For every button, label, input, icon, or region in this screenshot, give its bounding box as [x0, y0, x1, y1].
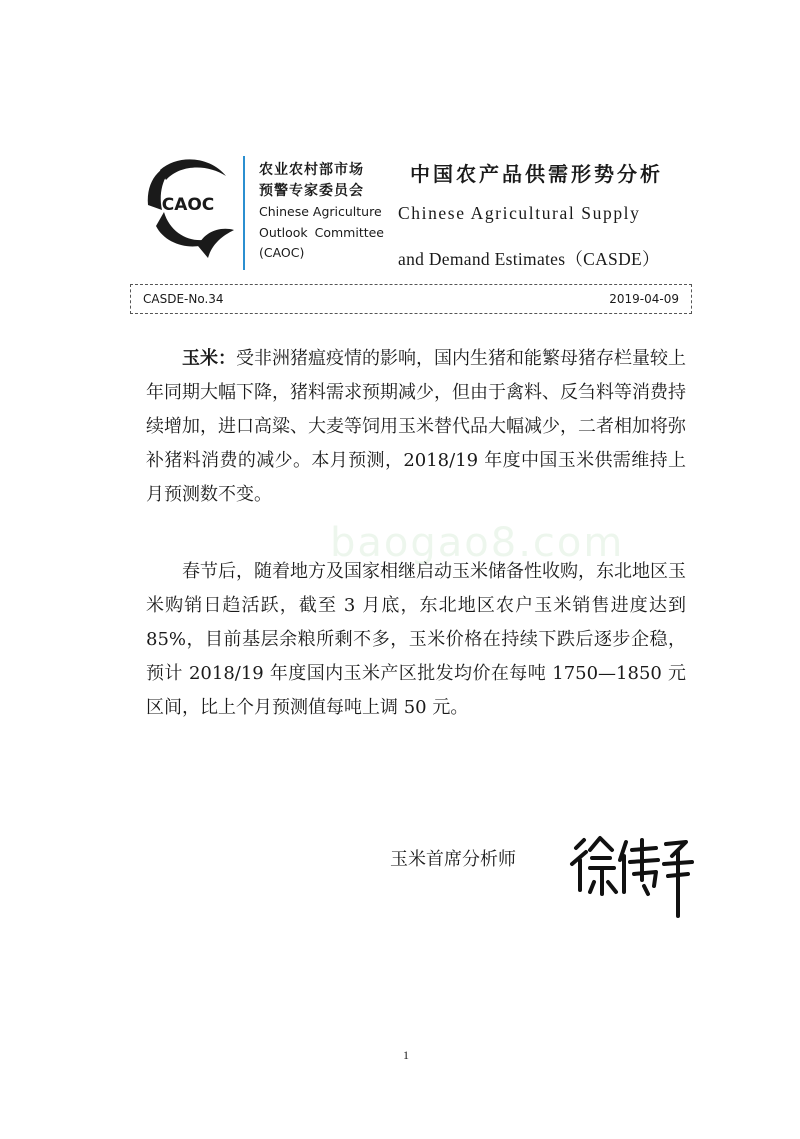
- org-name-cn-line2: 预警专家委员会: [259, 183, 364, 199]
- page-number: 1: [403, 1048, 409, 1062]
- paragraph-corn-price: [146, 555, 686, 725]
- caoc-logo: [138, 150, 238, 260]
- signer-title: 玉米首席分析师: [390, 849, 516, 870]
- report-title-cn: 中国农产品供需形势分析: [410, 162, 663, 186]
- paragraph-lead: 玉米：: [182, 348, 236, 369]
- org-name-en-line2: Outlook Committee: [259, 224, 384, 240]
- header-divider: [243, 156, 245, 270]
- report-number: CASDE-No.34: [143, 292, 224, 306]
- watermark: baogao8.com: [330, 520, 625, 566]
- organization-block: [259, 160, 384, 264]
- paragraph-corn-overview: [146, 342, 686, 512]
- logo-text: CAOC: [161, 195, 215, 215]
- org-name-en-line1: Chinese Agriculture: [259, 204, 382, 219]
- org-name-en-line3: (CAOC): [259, 245, 305, 260]
- report-title-en-line1: Chinese Agricultural Supply: [398, 203, 641, 223]
- handwritten-signature: [568, 830, 698, 920]
- report-id-bar: [130, 284, 692, 314]
- paragraph-text: 春节后，随着地方及国家相继启动玉米储备性收购，东北地区玉米购销日趋活跃，截至 3 月底，东北地区农户玉米销售进度达到 85%，目前基层余粮所剩不多，玉米价格在持续下跌后逐步企稳，预计 2018/19 年度国内玉米产区批发均价在每吨 1750—1850 元区间，比上个月预测值每吨上调 50 元。: [146, 561, 686, 718]
- org-name-cn-line1: 农业农村部市场: [259, 162, 364, 178]
- report-date: 2019-04-09: [609, 292, 679, 306]
- report-title-en-line2: and Demand Estimates（CASDE）: [398, 249, 660, 269]
- paragraph-text: 受非洲猪瘟疫情的影响，国内生猪和能繁母猪存栏量较上年同期大幅下降，猪料需求预期减少，但由于禽料、反刍料等消费持续增加，进口高粱、大麦等饲用玉米替代品大幅减少，二者相加将弥补猪料消费的减少。本月预测，2018/19 年度中国玉米供需维持上月预测数不变。: [146, 348, 686, 505]
